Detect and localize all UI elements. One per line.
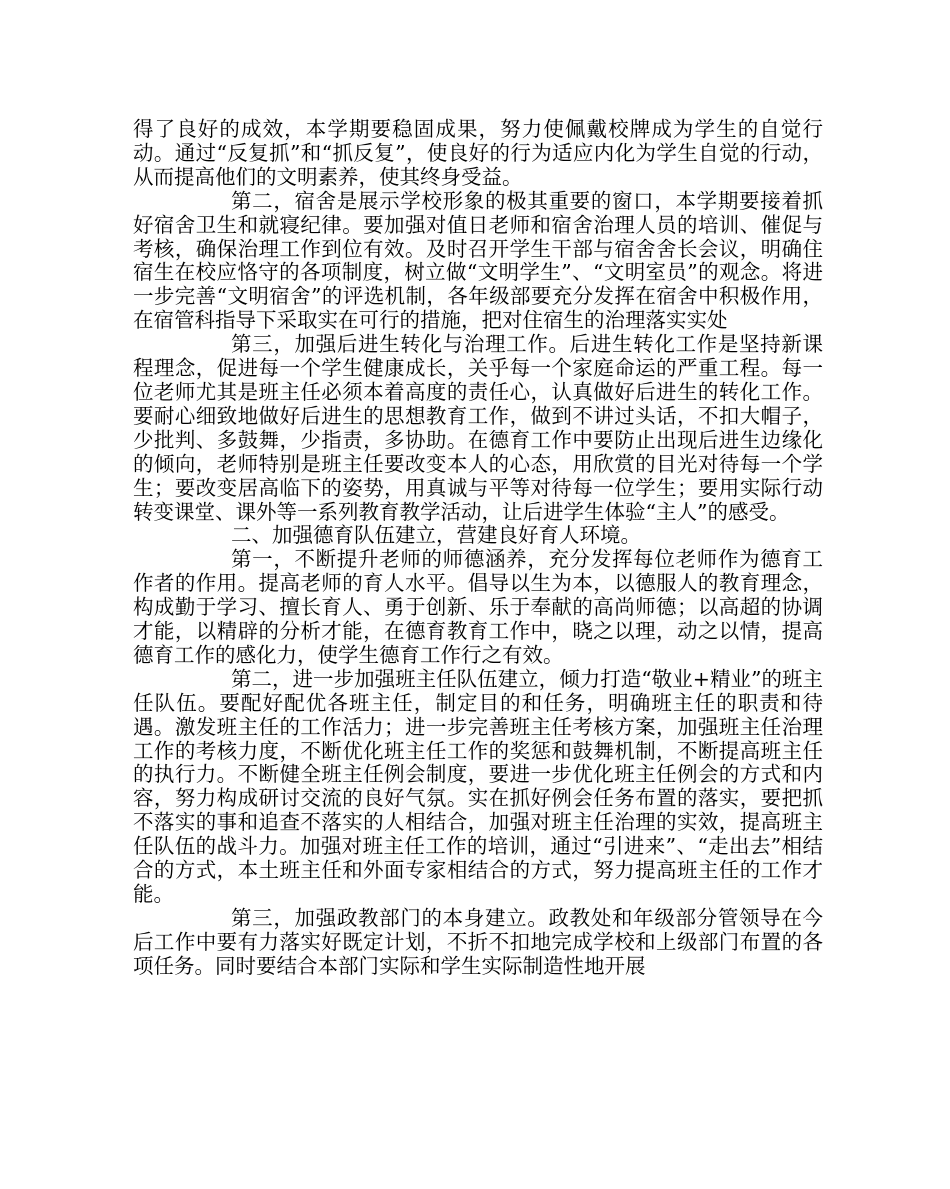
paragraph: 第三，加强后进生转化与治理工作。后进生转化工作是坚持新课程理念，促进每一个学生健康成长，关乎每一个家庭命运的严重工程。每一位老师尤其是班主任必须本着高度的责任心，认真做好后进生的转化工作。要耐心细致地做好后进生的思想教育工作，做到不讲过头话，不扣大帽子，少批判、多鼓舞，少指责，多协助。在德育工作中要防止出现后进生边缘化的倾向，老师特别是班主任要改变本人的心态，用欣赏的目光对待每一个学生；要改变居高临下的姿势，用真诚与平等对待每一位学生；要用实际行动转变课堂、课外等一系列教育教学活动，让后进学生体验“主人”的感受。	[133, 332, 823, 524]
paragraph: 第二，进一步加强班主任队伍建立，倾力打造“敬业+精业”的班主任队伍。要配好配优各班主任，制定目的和任务，明确班主任的职责和待遇。激发班主任的工作活力；进一步完善班主任考核方案，加强班主任治理工作的考核力度，不断优化班主任工作的奖惩和鼓舞机制，不断提高班主任的执行力。不断健全班主任例会制度，要进一步优化班主任例会的方式和内容，努力构成研讨交流的良好气氛。实在抓好例会任务布置的落实，要把抓不落实的事和追查不落实的人相结合，加强对班主任治理的实效，提高班主任队伍的战斗力。加强对班主任工作的培训，通过“引进来”、“走出去”相结合的方式，本土班主任和外面专家相结合的方式，努力提高班主任的工作才能。	[133, 666, 823, 906]
document-body	[133, 118, 823, 979]
paragraph: 第一，不断提升老师的师德涵养，充分发挥每位老师作为德育工作者的作用。提高老师的育人水平。倡导以生为本，以德服人的教育理念，构成勤于学习、擅长育人、勇于创新、乐于奉献的高尚师德；以高超的协调才能，以精辟的分析才能，在德育教育工作中，晓之以理，动之以情，提高德育工作的感化力，使学生德育工作行之有效。	[133, 547, 823, 667]
paragraph: 第三，加强政教部门的本身建立。政教处和年级部分管领导在今后工作中要有力落实好既定计划，不折不扣地完成学校和上级部门布置的各项任务。同时要结合本部门实际和学生实际制造性地开展	[133, 905, 823, 978]
paragraph: 得了良好的成效，本学期要稳固成果，努力使佩戴校牌成为学生的自觉行动。通过“反复抓”和“抓反复”，使良好的行为适应内化为学生自觉的行动，从而提高他们的文明素养，使其终身受益。	[133, 117, 823, 189]
section-heading: 二、加强德育队伍建立，营建良好育人环境。	[231, 523, 641, 548]
paragraph: 第二，宿舍是展示学校形象的极其重要的窗口，本学期要接着抓好宿舍卫生和就寝纪律。要加强对值日老师和宿舍治理人员的培训、催促与考核，确保治理工作到位有效。及时召开学生干部与宿舍舍长会议，明确住宿生在校应恪守的各项制度，树立做“文明学生”、“文明室员”的观念。将进一步完善“文明宿舍”的评选机制，各年级部要充分发挥在宿舍中积极作用，在宿管科指导下采取实在可行的措施，把对住宿生的治理落实实处	[133, 188, 823, 333]
